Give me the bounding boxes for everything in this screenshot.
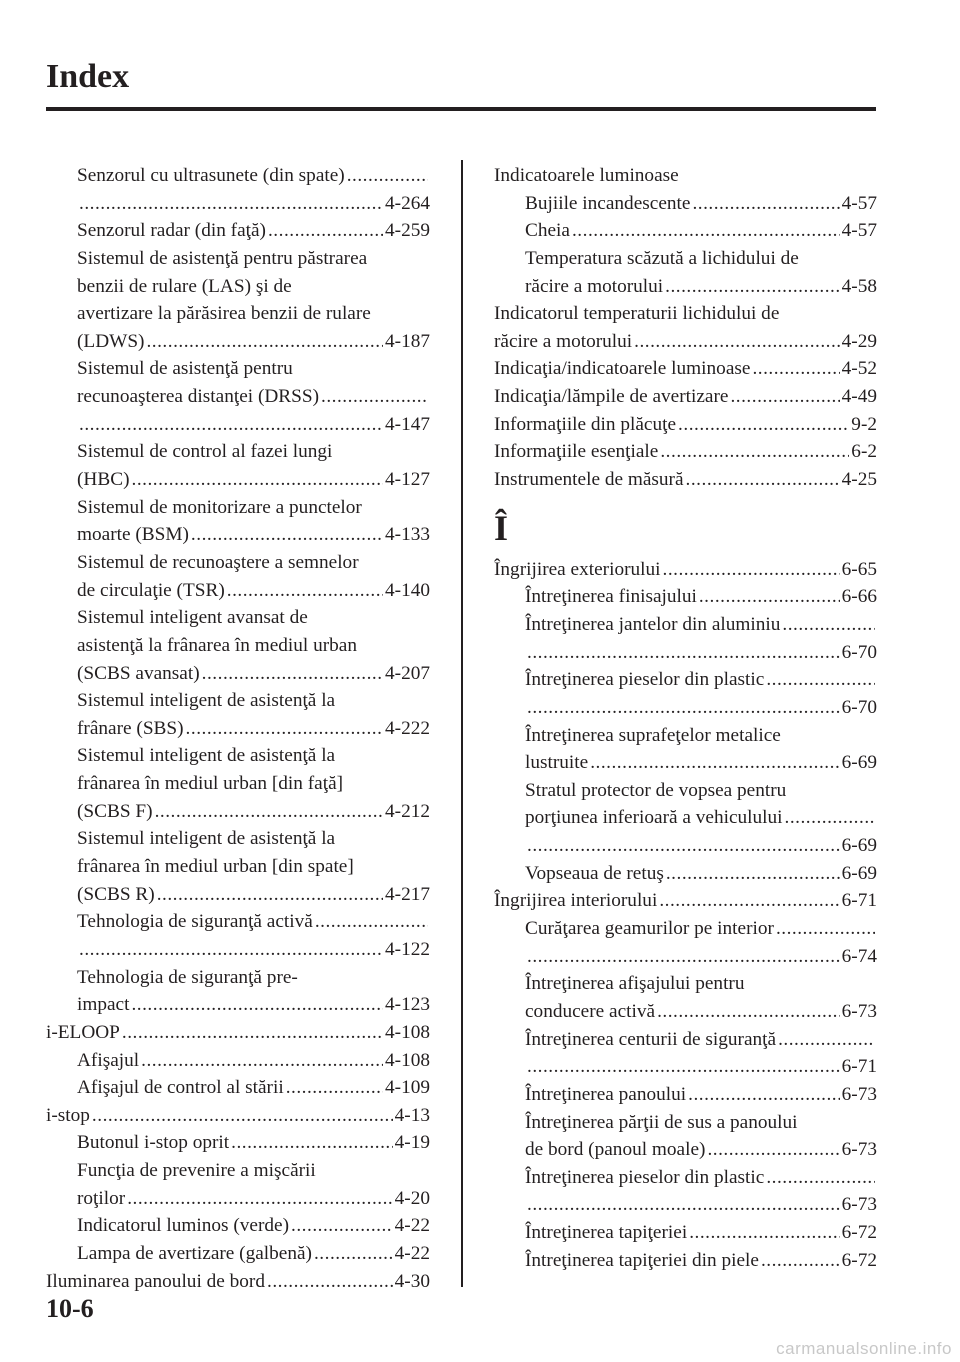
index-entry-text: Sistemul inteligent de asistenţă la (77, 745, 336, 767)
index-entry-line (46, 273, 430, 301)
index-entry-text: conducere activă (525, 1000, 656, 1022)
index-entry-line (46, 1019, 430, 1047)
index-entry-page: 4-140 (385, 579, 430, 601)
index-entry-text: Temperatura scăzută a lichidului de (525, 247, 799, 269)
index-entry-text: Bujiile incandescente (525, 192, 691, 214)
index-entry-line (46, 881, 430, 909)
index-entry-text: Îngrijirea exteriorului (494, 558, 661, 580)
index-entry-line (494, 749, 877, 777)
index-entry-page: 6-73 (841, 1083, 877, 1105)
index-entry-line (46, 162, 430, 190)
dot-leader (766, 666, 875, 694)
index-entry-page: 4-108 (385, 1049, 430, 1071)
index-entry-text: Întreţinerea pieselor din plastic (525, 1166, 765, 1188)
index-entry-line (46, 660, 430, 688)
index-entry-page: 6-72 (841, 1249, 877, 1271)
index-entry-page: 6-69 (841, 862, 877, 884)
index-entry-text: Întreţinerea părţii de sus a panoului (525, 1111, 798, 1133)
index-entry-text: Întreţinerea suprafeţelor metalice (525, 724, 781, 746)
index-entry-text: Funcţia de prevenire a mişcării (77, 1160, 316, 1182)
index-entry-page: 6-69 (841, 835, 877, 857)
dot-leader (122, 1019, 383, 1047)
index-entry-line (494, 355, 877, 383)
dot-leader (663, 556, 840, 584)
index-entry-text: Afişajul de control al stării (77, 1077, 284, 1099)
index-entry-text: lustruite (525, 752, 589, 774)
index-entry-page: 6-70 (841, 696, 877, 718)
index-entry-text: Senzorul radar (din faţă) (77, 220, 266, 242)
dot-leader (590, 749, 839, 777)
dot-leader (657, 998, 840, 1026)
index-entry-text: Întreţinerea centurii de siguranţă (525, 1028, 777, 1050)
dot-leader (202, 660, 383, 688)
index-entry-text: Indicatoarele luminoase (494, 165, 679, 186)
dot-leader (527, 1053, 840, 1081)
index-entry-text: de circulaţie (TSR) (77, 579, 225, 601)
watermark: carmanualsonline.info (776, 1339, 952, 1358)
dot-leader (146, 328, 383, 356)
index-entry-page: 4-13 (394, 1104, 430, 1126)
dot-leader (131, 991, 383, 1019)
index-entry-line (46, 438, 430, 466)
dot-leader (785, 804, 875, 832)
dot-leader (347, 162, 428, 190)
index-entry-line (46, 328, 430, 356)
index-entry-line (46, 1047, 430, 1075)
index-entry-text: Întreţinerea tapiţeriei (525, 1222, 688, 1244)
index-entry-line (46, 908, 430, 936)
index-entry-line (46, 632, 430, 660)
index-entry-line (46, 300, 430, 328)
dot-leader (686, 466, 840, 494)
dot-leader (79, 411, 383, 439)
index-entry-text: Sistemul de control al fazei lungi (77, 441, 333, 463)
dot-leader (527, 694, 840, 722)
index-entry-line (46, 217, 430, 245)
index-entry-line (494, 915, 877, 943)
index-entry-text: Întreţinerea finisajului (525, 586, 697, 608)
index-entry-line (494, 438, 877, 466)
index-entry-line (46, 1268, 430, 1296)
dot-leader (527, 943, 840, 971)
index-entry-text: Lampa de avertizare (galbenă) (77, 1242, 312, 1264)
index-entry-line (494, 1247, 877, 1275)
index-entry-line (494, 777, 877, 805)
dot-leader (527, 639, 840, 667)
index-entry-text: avertizare la părăsirea benzii de rulare (77, 303, 371, 325)
dot-leader (191, 521, 383, 549)
dot-leader (291, 1212, 393, 1240)
dot-leader (267, 1268, 393, 1296)
index-entry-text: Sistemul de asistenţă pentru (77, 358, 293, 380)
index-entry-text: benzii de rulare (LAS) şi de (77, 275, 292, 297)
index-entry-line (494, 887, 877, 915)
index-entry-text: Iluminarea panoului de bord (46, 1270, 265, 1292)
index-entry-text: Butonul i-stop oprit (77, 1132, 230, 1154)
index-entry-page: 4-264 (385, 192, 430, 214)
dot-leader (527, 1191, 840, 1219)
index-entry-line (46, 825, 430, 853)
index-entry-line (494, 217, 877, 245)
index-entry-text: Întreţinerea afişajului pentru (525, 973, 745, 995)
index-entry-page: 4-52 (841, 358, 877, 380)
dot-leader (186, 715, 383, 743)
index-entry-page: 4-127 (385, 469, 430, 491)
index-entry-text: Indicatorul temperaturii lichidului de (494, 303, 780, 325)
page-title: Index (46, 58, 130, 95)
dot-leader (79, 190, 383, 218)
index-column-left (46, 162, 430, 1295)
index-entry-line (494, 1164, 877, 1192)
index-entry-line (494, 1219, 877, 1247)
index-entry-line (494, 162, 877, 190)
index-entry-line (46, 964, 430, 992)
index-entry-text: (SCBS F) (77, 800, 153, 822)
index-entry-page: 6-72 (841, 1222, 877, 1244)
index-entry-text: frânarea în mediul urban [din spate] (77, 856, 354, 878)
header-rule (46, 107, 876, 111)
index-entry-text: Indicatorul luminos (verde) (77, 1215, 290, 1237)
index-entry-page: 9-2 (851, 413, 877, 435)
dot-leader (659, 887, 839, 915)
index-entry-page: 4-49 (841, 386, 877, 408)
dot-leader (689, 1219, 839, 1247)
dot-leader (665, 273, 840, 301)
index-entry-page: 4-259 (385, 220, 430, 242)
dot-leader (692, 190, 839, 218)
index-entry-text: Întreţinerea pieselor din plastic (525, 669, 765, 691)
index-entry-line (46, 742, 430, 770)
index-entry-line (494, 639, 877, 667)
index-entry-line (494, 943, 877, 971)
dot-leader (286, 1074, 383, 1102)
index-entry-line (46, 1129, 430, 1157)
index-entry-line (494, 411, 877, 439)
section-letter: Î (494, 507, 509, 548)
index-entry-line (46, 715, 430, 743)
index-entry-page: 4-212 (385, 800, 430, 822)
dot-leader (766, 1164, 875, 1192)
dot-leader (141, 1047, 383, 1075)
index-column-right (494, 162, 877, 1274)
index-entry-line (46, 1102, 430, 1130)
index-entry-page: 4-22 (394, 1215, 430, 1237)
index-entry-text: Curăţarea geamurilor pe interior (525, 918, 774, 940)
index-entry-page: 4-122 (385, 938, 430, 960)
index-entry-line (494, 970, 877, 998)
index-entry-line (46, 466, 430, 494)
dot-leader (699, 583, 840, 611)
dot-leader (776, 915, 875, 943)
index-entry-page: 4-19 (394, 1132, 430, 1154)
index-entry-page: 6-69 (841, 752, 877, 774)
index-entry-line (494, 245, 877, 273)
index-entry-text: Informaţiile esenţiale (494, 441, 659, 463)
dot-leader (572, 217, 840, 245)
index-entry-text: (SCBS R) (77, 883, 155, 905)
index-entry-text: Tehnologia de siguranţă activă (77, 911, 313, 933)
index-entry-line (46, 936, 430, 964)
index-entry-text: Informaţiile din plăcuţe (494, 413, 677, 435)
dot-leader (315, 908, 428, 936)
index-entry-text: Sistemul inteligent de asistenţă la (77, 828, 336, 850)
index-entry-text: (HBC) (77, 469, 130, 491)
dot-leader (227, 577, 383, 605)
index-entry-text: Instrumentele de măsură (494, 469, 684, 491)
index-entry-line (46, 798, 430, 826)
index-entry-line (46, 1212, 430, 1240)
index-entry-line (494, 273, 877, 301)
index-entry-text: (LDWS) (77, 330, 145, 352)
index-entry-line (46, 770, 430, 798)
index-entry-page: 6-2 (851, 441, 877, 463)
page-number: 10-6 (46, 1294, 94, 1323)
dot-leader (268, 217, 383, 245)
index-entry-page: 4-20 (394, 1187, 430, 1209)
index-entry-page: 6-71 (841, 890, 877, 912)
dot-leader (666, 860, 840, 888)
index-entry-line (494, 1136, 877, 1164)
dot-leader (321, 383, 428, 411)
index-entry-page: 6-70 (841, 641, 877, 663)
index-entry-line (494, 998, 877, 1026)
dot-leader (132, 466, 384, 494)
dot-leader (157, 881, 383, 909)
index-entry-page: 4-207 (385, 662, 430, 684)
index-entry-line (46, 687, 430, 715)
index-entry-page: 6-73 (841, 1000, 877, 1022)
index-entry-line (46, 355, 430, 383)
index-entry-line (494, 556, 877, 584)
index-entry-line (46, 411, 430, 439)
index-entry-text: răcire a motorului (494, 330, 633, 352)
index-entry-line (46, 383, 430, 411)
index-entry-line (46, 1185, 430, 1213)
index-entry-line (494, 1191, 877, 1219)
index-entry-page: 4-133 (385, 524, 430, 546)
dot-leader (79, 936, 383, 964)
index-entry-text: Sistemul de asistenţă pentru păstrarea (77, 247, 368, 269)
dot-leader (127, 1185, 392, 1213)
index-entry-text: asistenţă la frânarea în mediul urban (77, 634, 357, 656)
index-entry-line (494, 832, 877, 860)
index-entry-text: Cheia (525, 220, 570, 242)
index-entry-line (46, 245, 430, 273)
index-entry-line (494, 1109, 877, 1137)
dot-leader (660, 438, 849, 466)
dot-leader (707, 1136, 839, 1164)
index-entry-text: Senzorul cu ultrasunete (din spate) (77, 165, 345, 186)
index-entry-text: Sistemul de monitorizare a punctelor (77, 496, 362, 518)
index-entry-text: Îngrijirea interiorului (494, 890, 658, 912)
index-group-i (494, 162, 877, 494)
dot-leader (752, 355, 839, 383)
index-entry-page: 6-65 (841, 558, 877, 580)
index-entry-line (494, 328, 877, 356)
index-entry-text: Sistemul de recunoaştere a semnelor (77, 551, 359, 573)
index-entry-line (46, 549, 430, 577)
dot-leader (92, 1102, 393, 1130)
dot-leader (778, 1026, 875, 1054)
index-entry-text: i-stop (46, 1104, 90, 1126)
index-entry-text: răcire a motorului (525, 275, 664, 297)
dot-leader (634, 328, 840, 356)
index-entry-line (494, 722, 877, 750)
index-entry-text: porţiunea inferioară a vehiculului (525, 807, 783, 829)
index-entry-text: frânare (SBS) (77, 717, 184, 739)
index-entry-line (494, 611, 877, 639)
index-entry-text: moarte (BSM) (77, 524, 189, 546)
index-entry-page: 4-22 (394, 1242, 430, 1264)
index-entry-line (46, 853, 430, 881)
index-entry-page: 4-58 (841, 275, 877, 297)
index-entry-line (46, 991, 430, 1019)
index-entry-line (494, 694, 877, 722)
dot-leader (678, 411, 849, 439)
index-entry-line (494, 300, 877, 328)
index-entry-text: roţilor (77, 1187, 126, 1209)
dot-leader (314, 1240, 393, 1268)
index-entry-text: recunoaşterea distanţei (DRSS) (77, 386, 320, 408)
dot-leader (155, 798, 383, 826)
index-entry-text: Indicaţia/indicatoarele luminoase (494, 358, 751, 380)
dot-leader (231, 1129, 393, 1157)
index-entry-page: 4-123 (385, 994, 430, 1016)
index-entry-text: Stratul protector de vopsea pentru (525, 779, 787, 801)
index-entry-page: 6-74 (841, 945, 877, 967)
index-entry-line (46, 604, 430, 632)
dot-leader (782, 611, 875, 639)
index-entry-page: 4-109 (385, 1077, 430, 1099)
index-entry-line (46, 1240, 430, 1268)
index-entry-page: 4-30 (394, 1270, 430, 1292)
index-entry-page: 4-222 (385, 717, 430, 739)
index-entry-text: Întreţinerea jantelor din aluminiu (525, 613, 781, 635)
index-entry-page: 6-66 (841, 586, 877, 608)
index-entry-line (494, 666, 877, 694)
index-group-i-circumflex (494, 556, 877, 1275)
index-entry-text: Vopseaua de retuş (525, 862, 664, 884)
index-entry-line (494, 190, 877, 218)
index-entry-page: 4-108 (385, 1021, 430, 1043)
index-entry-page: 6-73 (841, 1194, 877, 1216)
index-entry-page: 4-25 (841, 469, 877, 491)
index-entry-line (46, 494, 430, 522)
index-entry-line (494, 466, 877, 494)
index-entry-text: Întreţinerea panoului (525, 1083, 687, 1105)
index-entry-text: Indicaţia/lămpile de avertizare (494, 386, 729, 408)
index-entry-text: Tehnologia de siguranţă pre- (77, 966, 298, 988)
index-entry-page: 6-71 (841, 1056, 877, 1078)
index-entry-text: frânarea în mediul urban [din faţă] (77, 773, 344, 795)
index-entry-text: Afişajul (77, 1049, 140, 1071)
index-entry-text: de bord (panoul moale) (525, 1139, 706, 1161)
index-entry-line (46, 577, 430, 605)
index-entry-page: 6-73 (841, 1139, 877, 1161)
index-entry-line (46, 1157, 430, 1185)
index-entry-text: Întreţinerea tapiţeriei din piele (525, 1249, 759, 1271)
index-entry-page: 4-217 (385, 883, 430, 905)
index-entry-page: 4-57 (841, 220, 877, 242)
index-entry-line (46, 521, 430, 549)
column-divider (461, 160, 463, 1287)
dot-leader (761, 1247, 840, 1275)
index-entry-line (494, 860, 877, 888)
index-entry-page: 4-57 (841, 192, 877, 214)
index-entry-text: impact (77, 994, 130, 1016)
index-entry-line (46, 190, 430, 218)
index-entry-text: (SCBS avansat) (77, 662, 200, 684)
index-entry-page: 4-29 (841, 330, 877, 352)
index-entry-line (494, 583, 877, 611)
index-entry-line (494, 383, 877, 411)
index-entry-text: Sistemul inteligent de asistenţă la (77, 690, 336, 712)
index-entry-text: i-ELOOP (46, 1021, 120, 1043)
dot-leader (527, 832, 840, 860)
index-entry-line (494, 1026, 877, 1054)
index-entry-line (494, 1081, 877, 1109)
dot-leader (688, 1081, 840, 1109)
index-entry-line (494, 1053, 877, 1081)
dot-leader (730, 383, 839, 411)
index-entry-line (46, 1074, 430, 1102)
index-entry-page: 4-147 (385, 413, 430, 435)
index-entry-line (494, 804, 877, 832)
index-entry-text: Sistemul inteligent avansat de (77, 607, 308, 629)
index-entry-page: 4-187 (385, 330, 430, 352)
